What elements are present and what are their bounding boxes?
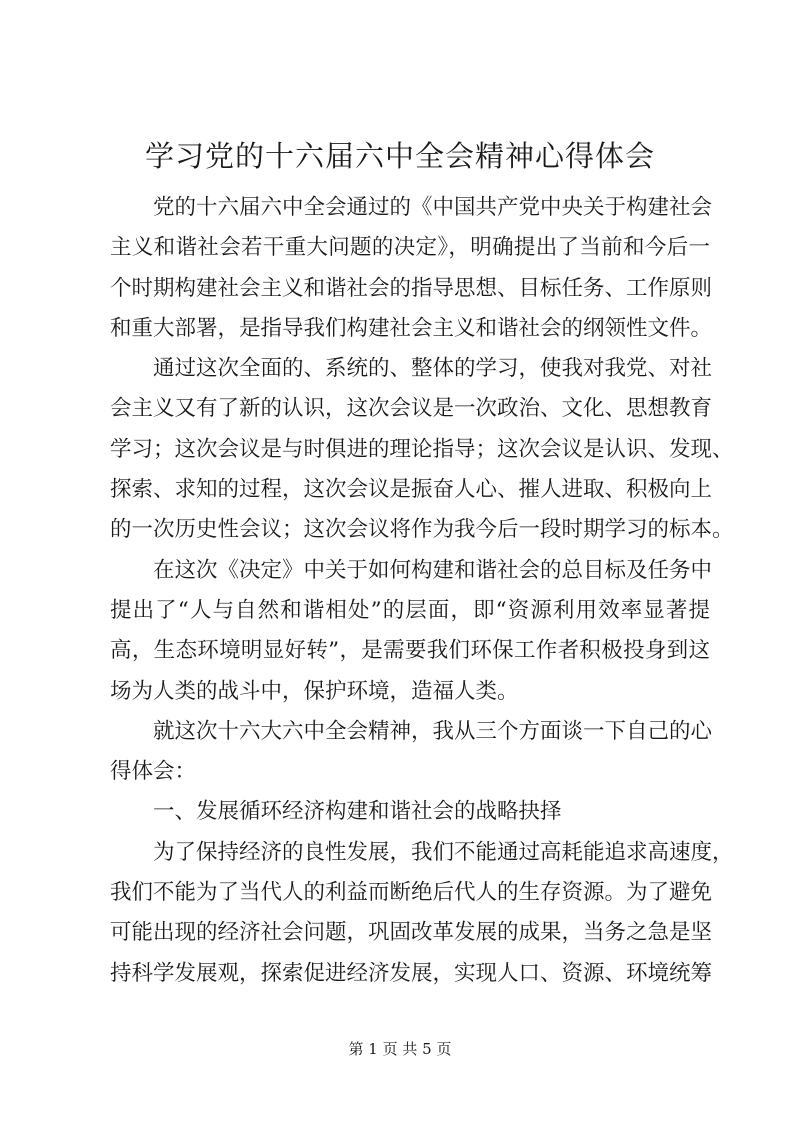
text-line: 党的十六届六中全会通过的《中国共产党中央关于构建社会	[153, 195, 713, 220]
text-line: 就这次十六大六中全会精神，我从三个方面谈一下自己的心	[153, 718, 713, 744]
text-line: 得体会：	[110, 759, 197, 785]
text-line: 会主义又有了新的认识，这次会议是一次政治、文化、思想教育	[110, 396, 713, 422]
text-line: 探索、求知的过程，这次会议是振奋人心、摧人进取、积极向上	[110, 477, 713, 503]
text-line: 场为人类的战斗中，保护环境，造福人类。	[110, 678, 519, 704]
text-line: 主义和谐社会若干重大问题的决定》，明确提出了当前和今后一	[110, 235, 710, 261]
text-line: 可能出现的经济社会问题，巩固改革发展的成果，当务之急是坚	[110, 920, 713, 946]
section-heading: 一、发展循环经济构建和谐社会的战略抉择	[153, 799, 562, 825]
text-line: 我们不能为了当代人的利益而断绝后代人的生存资源。为了避免	[110, 880, 713, 906]
text-line: 学习；这次会议是与时俱进的理论指导；这次会议是认识、发现、	[110, 436, 734, 462]
document-title: 学习党的十六届六中全会精神心得体会	[144, 139, 655, 173]
text-line: 的一次历史性会议；这次会议将作为我今后一段时期学习的标本。	[110, 517, 734, 543]
text-line: 个时期构建社会主义和谐社会的指导思想、目标任务、工作原则	[110, 275, 713, 301]
text-line: 高，生态环境明显好转”，是需要我们环保工作者积极投身到这	[110, 638, 710, 664]
text-line: 在这次《决定》中关于如何构建和谐社会的总目标及任务中	[153, 557, 713, 583]
document-body	[110, 188, 734, 994]
text-line: 通过这次全面的、系统的、整体的学习，使我对我党、对社	[153, 356, 713, 382]
text-line: 为了保持经济的良性发展，我们不能通过高耗能追求高速度，	[153, 839, 734, 865]
text-line: 提出了“人与自然和谐相处”的层面，即“资源利用效率显著提	[110, 597, 710, 623]
text-line: 和重大部署，是指导我们构建社会主义和谐社会的纲领性文件。	[110, 315, 713, 341]
page-number-footer: 第 1 页 共 5 页	[348, 1040, 452, 1058]
text-line: 持科学发展观，探索促进经济发展，实现人口、资源、环境统筹	[110, 960, 713, 986]
